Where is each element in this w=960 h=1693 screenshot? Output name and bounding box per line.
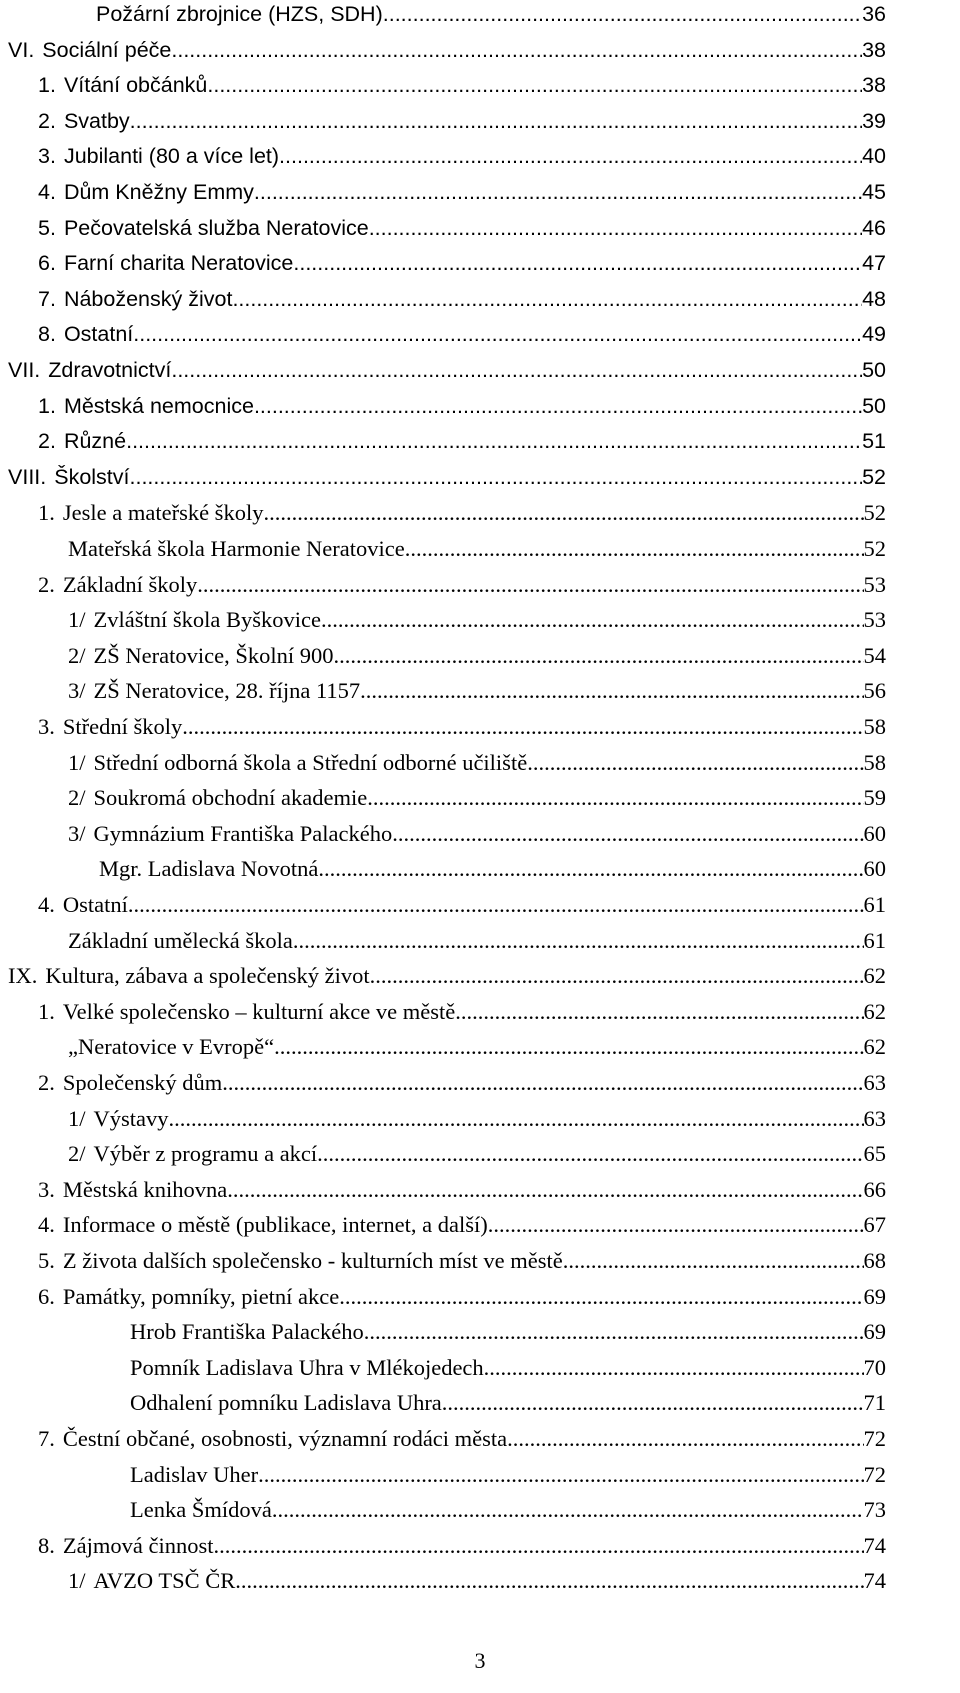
toc-entry-page: 61 [863, 892, 886, 917]
toc-entry[interactable] [38, 1533, 886, 1567]
toc-entry[interactable] [68, 1106, 886, 1140]
toc-entry-title: Různé [63, 429, 127, 454]
toc-entry-title: Společenský dům [62, 1070, 223, 1095]
dot-leader [317, 1141, 863, 1167]
toc-entry[interactable] [68, 821, 886, 855]
toc-entry[interactable] [38, 73, 886, 107]
dot-leader [333, 643, 863, 669]
dot-leader [126, 429, 862, 454]
toc-entry[interactable] [38, 892, 886, 926]
dot-leader [263, 500, 863, 526]
toc-entry-page: 63 [863, 1070, 886, 1095]
toc-entry-title: Jesle a mateřské školy [62, 500, 264, 526]
dot-leader [293, 251, 862, 276]
toc-entry-page: 54 [863, 642, 886, 668]
toc-entry[interactable] [38, 109, 886, 143]
toc-entry-title: Ostatní [63, 322, 134, 347]
toc-entry[interactable] [130, 1319, 886, 1353]
toc-entry-number: 3/ [68, 678, 86, 704]
toc-entry-number: 3. [38, 144, 56, 169]
toc-entry-title: Čestní občané, osobnosti, významní rodáci města [62, 1426, 508, 1451]
toc-entry[interactable] [8, 963, 886, 997]
toc-entry-title: Městská knihovna [62, 1176, 228, 1202]
toc-entry-page: 72 [863, 1461, 886, 1487]
toc-entry-title: Výstavy [93, 1105, 169, 1131]
toc-entry-number: 4. [38, 180, 56, 204]
dot-leader [507, 1426, 863, 1452]
dot-leader [392, 821, 863, 847]
dot-leader [171, 358, 862, 383]
toc-entry-number: 1. [38, 393, 56, 418]
toc-entry-page: 69 [863, 1319, 886, 1345]
toc-entry-title: Farní charita Neratovice [63, 251, 294, 276]
toc-entry-title: Městská nemocnice [63, 393, 254, 418]
dot-leader [197, 572, 863, 598]
toc-entry-number: 2. [38, 108, 56, 133]
dot-leader [339, 1284, 863, 1310]
toc-entry-page: 40 [862, 144, 886, 169]
dot-leader [484, 1355, 864, 1381]
toc-entry-number: 2/ [68, 785, 86, 811]
toc-entry-title: Náboženský život [63, 286, 233, 311]
toc-entry[interactable] [68, 1034, 886, 1068]
toc-entry-number: 8. [38, 322, 56, 347]
dot-leader [369, 216, 862, 241]
toc-entry-number: 5. [38, 1248, 55, 1273]
toc-entry-page: 67 [863, 1212, 886, 1238]
dot-leader [272, 1497, 864, 1523]
toc-entry-page: 50 [862, 393, 886, 418]
toc-entry-page: 58 [863, 714, 886, 739]
dot-leader [171, 38, 862, 63]
toc-entry-page: 38 [862, 73, 886, 98]
toc-entry-title: Odhalení pomníku Ladislava Uhra [130, 1390, 442, 1416]
toc-entry-number: 2/ [68, 1141, 86, 1167]
dot-leader [455, 999, 863, 1025]
toc-entry-number: 4. [38, 892, 55, 917]
toc-entry-number: 2. [38, 1070, 55, 1095]
toc-entry-number: 2. [38, 429, 56, 454]
toc-entry[interactable] [68, 750, 886, 784]
toc-entry[interactable] [38, 1212, 886, 1246]
toc-entry-page: 47 [862, 251, 886, 276]
toc-entry-page: 63 [863, 1105, 886, 1131]
toc-entry[interactable] [130, 1355, 886, 1389]
dot-leader [232, 287, 862, 312]
dot-leader [254, 180, 862, 205]
toc-entry[interactable] [38, 1248, 886, 1282]
toc-entry-title: Požární zbrojnice (HZS, SDH) [96, 2, 383, 26]
toc-entry-title: Jubilanti (80 a více let) [63, 144, 280, 169]
toc-entry[interactable] [38, 1284, 886, 1318]
toc-entry-title: Památky, pomníky, pietní akce [62, 1283, 340, 1309]
dot-leader [360, 678, 863, 704]
dot-leader [182, 714, 863, 740]
toc-entry[interactable] [38, 714, 886, 748]
dot-leader [128, 892, 864, 918]
toc-entry[interactable] [130, 1390, 886, 1424]
dot-leader [254, 394, 862, 419]
dot-leader [364, 1319, 864, 1345]
toc-entry-page: 61 [863, 927, 886, 953]
toc-entry-page: 60 [863, 820, 886, 846]
toc-entry-page: 68 [863, 1248, 886, 1273]
toc-entry-title: Výběr z programu a akcí [93, 1141, 318, 1167]
toc-entry[interactable] [38, 429, 886, 463]
toc-entry[interactable] [68, 607, 886, 641]
dot-leader [213, 1533, 863, 1559]
toc-entry-title: Základní školy [62, 571, 198, 597]
toc-entry-page: 53 [863, 571, 886, 597]
toc-entry-title: Mateřská škola Harmonie Neratovice [68, 536, 405, 561]
toc-entry-page: 74 [863, 1532, 886, 1558]
toc-entry-number: 3/ [68, 820, 86, 846]
toc-entry-page: 65 [863, 1141, 886, 1167]
toc-entry-page: 69 [863, 1283, 886, 1309]
toc-entry[interactable] [130, 1497, 886, 1531]
toc-entry-number: 2/ [68, 642, 86, 668]
toc-entry-page: 66 [863, 1176, 886, 1202]
toc-entry-title: Střední školy [62, 714, 183, 739]
toc-entry-title: Ladislav Uher [130, 1461, 259, 1487]
toc-entry-number: 6. [38, 1283, 55, 1309]
toc-entry[interactable] [38, 1177, 886, 1211]
toc-entry-page: 46 [862, 215, 886, 240]
toc-entry-number: 2. [38, 571, 55, 597]
toc-entry-page: 38 [862, 37, 886, 62]
toc-entry-page: 52 [863, 500, 886, 526]
toc-entry[interactable] [68, 1141, 886, 1175]
toc-entry-number: 1/ [68, 749, 86, 775]
toc-entry-page: 58 [863, 749, 886, 775]
toc-entry-number: IX. [8, 963, 38, 989]
toc-entry-title: Ostatní [62, 892, 128, 917]
toc-entry-page: 39 [862, 108, 886, 133]
toc-entry-number: 5. [38, 215, 56, 240]
toc-entry[interactable] [38, 251, 886, 285]
toc-entry-number: 1. [38, 998, 55, 1024]
toc-entry-title: AVZO TSČ ČR [93, 1568, 236, 1594]
toc-entry[interactable] [68, 1568, 886, 1602]
toc-entry-number: 7. [38, 1426, 55, 1451]
dot-leader [405, 536, 864, 562]
toc-entry-page: 72 [863, 1426, 886, 1451]
toc-entry[interactable] [38, 500, 886, 534]
dot-leader [488, 1212, 864, 1238]
dot-leader [442, 1390, 864, 1416]
toc-entry[interactable] [68, 643, 886, 677]
toc-entry[interactable] [38, 999, 886, 1033]
toc-entry-title: Sociální péče [42, 37, 172, 62]
dot-leader [130, 109, 862, 134]
toc-entry[interactable] [68, 785, 886, 819]
toc-entry-number: 1/ [68, 607, 86, 633]
toc-entry-page: 49 [862, 322, 886, 347]
toc-entry-number: 3. [38, 714, 55, 739]
toc-entry[interactable] [130, 1462, 886, 1496]
toc-entry[interactable] [38, 180, 886, 214]
toc-entry-number: 6. [38, 251, 56, 276]
toc-entry-title: Vítání občánků [63, 73, 208, 98]
toc-entry[interactable] [99, 856, 886, 890]
toc-entry-page: 59 [863, 785, 886, 811]
toc-entry-title: Hrob Františka Palackého [130, 1319, 364, 1345]
toc-entry[interactable] [38, 394, 886, 428]
toc-entry-title: ZŠ Neratovice, 28. října 1157 [93, 678, 361, 704]
dot-leader [293, 928, 864, 954]
toc-entry-title: Dům Kněžny Emmy [63, 180, 254, 204]
toc-entry-title: Zdravotnictví [48, 358, 172, 382]
toc-entry-title: Mgr. Ladislava Novotná [99, 856, 319, 882]
toc-entry-title: Školství [54, 464, 130, 489]
dot-leader [258, 1462, 863, 1488]
dot-leader [527, 750, 863, 776]
toc-entry-title: „Neratovice v Evropě“ [68, 1034, 275, 1060]
toc-entry-number: 1/ [68, 1105, 86, 1131]
toc-entry-title: Kultura, zábava a společenský život [45, 963, 370, 989]
toc-entry-title: Zájmová činnost [62, 1532, 214, 1558]
dot-leader [235, 1568, 863, 1594]
dot-leader [169, 1106, 864, 1132]
toc-entry-number: 4. [38, 1212, 55, 1238]
toc-entry-page: 62 [863, 998, 886, 1024]
toc-entry-page: 45 [862, 180, 886, 204]
toc-entry-title: Gymnázium Františka Palackého [93, 820, 393, 846]
toc-entry-title: Pečovatelská služba Neratovice [63, 215, 369, 240]
dot-leader [133, 322, 862, 347]
toc-entry[interactable] [38, 287, 886, 321]
toc-entry[interactable] [96, 2, 886, 36]
toc-entry-title: Základní umělecká škola [68, 927, 293, 953]
toc-entry[interactable] [8, 358, 886, 392]
toc-entry-title: Pomník Ladislava Uhra v Mlékojedech [130, 1354, 484, 1380]
dot-leader [279, 144, 862, 169]
dot-leader [370, 963, 864, 989]
toc-entry[interactable] [68, 678, 886, 712]
toc-entry-number: 7. [38, 286, 56, 311]
dot-leader [130, 465, 863, 490]
toc-entry-title: Zvláštní škola Byškovice [93, 607, 321, 633]
toc-entry-page: 53 [863, 607, 886, 633]
toc-entry-page: 70 [863, 1354, 886, 1380]
dot-leader [222, 1070, 863, 1096]
toc-entry-page: 50 [862, 358, 886, 382]
toc-entry[interactable] [8, 38, 886, 72]
toc-entry-title: Lenka Šmídová [130, 1497, 272, 1523]
toc-entry-page: 56 [863, 678, 886, 704]
dot-leader [207, 73, 862, 98]
toc-entry-number: 1. [38, 73, 56, 98]
toc-entry[interactable] [68, 928, 886, 962]
toc-entry[interactable] [38, 572, 886, 606]
toc-entry-page: 48 [862, 286, 886, 311]
toc-entry-page: 71 [863, 1390, 886, 1416]
toc-entry[interactable] [8, 465, 886, 499]
toc-entry[interactable] [38, 322, 886, 356]
toc-entry-page: 52 [862, 464, 886, 489]
dot-leader [227, 1177, 863, 1203]
dot-leader [321, 607, 864, 633]
toc-entry-number: VII. [8, 358, 41, 382]
toc-entry-number: 1/ [68, 1568, 86, 1594]
toc-entry-title: ZŠ Neratovice, Školní 900 [93, 642, 334, 668]
toc-entry-title: Soukromá obchodní akademie [93, 785, 368, 811]
toc-entry[interactable] [38, 1070, 886, 1104]
toc-entry-page: 73 [863, 1497, 886, 1523]
dot-leader [274, 1034, 863, 1060]
toc-entry-title: Svatby [63, 108, 130, 133]
toc-entry-page: 52 [863, 536, 886, 561]
dot-leader [367, 785, 863, 811]
toc-entry[interactable] [68, 536, 886, 570]
toc-entry-number: 1. [38, 500, 55, 526]
toc-entry-page: 36 [862, 2, 886, 26]
dot-leader [318, 856, 863, 882]
toc-entry-page: 62 [863, 1034, 886, 1060]
toc-entry-page: 60 [863, 856, 886, 882]
dot-leader [563, 1248, 864, 1274]
toc-entry-page: 51 [862, 429, 886, 454]
toc-entry-title: Informace o městě (publikace, internet, a další) [62, 1212, 488, 1238]
page-number: 3 [474, 1648, 486, 1673]
toc-entry[interactable] [38, 144, 886, 178]
toc-entry-number: VIII. [8, 464, 47, 489]
dot-leader [383, 2, 862, 27]
toc-entry-page: 74 [863, 1568, 886, 1594]
toc-entry[interactable] [38, 1426, 886, 1460]
toc-entry-number: 8. [38, 1532, 55, 1558]
toc-entry-title: Z života dalších společensko - kulturních míst ve městě [62, 1248, 563, 1273]
toc-entry-title: Velké společensko – kulturní akce ve městě [62, 998, 456, 1024]
toc-entry-number: 3. [38, 1176, 55, 1202]
toc-entry-number: VI. [8, 37, 35, 62]
toc-entry[interactable] [38, 216, 886, 250]
toc-entry-page: 62 [863, 963, 886, 989]
toc-entry-title: Střední odborná škola a Střední odborné učiliště [93, 749, 528, 775]
